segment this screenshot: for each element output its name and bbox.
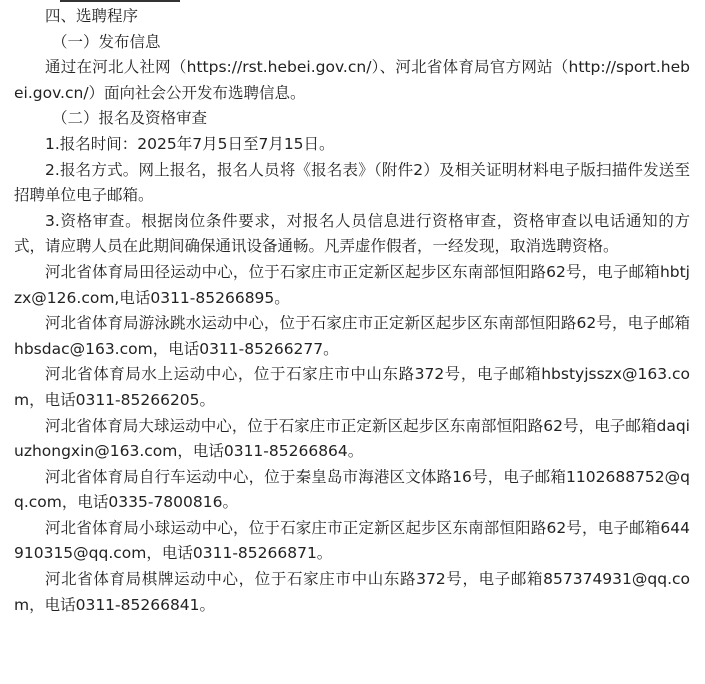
document-body xyxy=(14,4,690,618)
subsection-title-registration: （二）报名及资格审查 xyxy=(52,109,208,128)
contact-swimming-diving-center: 河北省体育局游泳跳水运动中心，位于石家庄市正定新区起步区东南部恒阳路62号，电子邮箱hbsdac@163.com，电话0311-85266277。 xyxy=(14,314,690,358)
section-heading: 四、选聘程序 xyxy=(45,7,139,25)
top-divider xyxy=(60,0,180,2)
contact-big-ball-center: 河北省体育局大球运动中心，位于石家庄市正定新区起步区东南部恒阳路62号，电子邮箱daqiuzhongxin@163.com，电话0311-85266864。 xyxy=(14,416,690,461)
publish-info-paragraph: 通过在河北人社网（https://rst.hebei.gov.cn/）、河北省体育局官方网站（http://sport.hebei.gov.cn/）面向社会公开发布选聘信息。 xyxy=(14,58,690,102)
subsection-title-publish: （一）发布信息 xyxy=(52,32,161,51)
contact-water-sports-center: 河北省体育局水上运动中心，位于石家庄市中山东路372号，电子邮箱hbstyjsszx@163.com，电话0311-85266205。 xyxy=(14,365,690,409)
contact-cycling-center: 河北省体育局自行车运动中心，位于秦皇岛市海港区文体路16号，电子邮箱1102688752@qq.com，电话0335-7800816。 xyxy=(14,467,690,512)
contact-small-ball-center: 河北省体育局小球运动中心，位于石家庄市正定新区起步区东南部恒阳路62号，电子邮箱644910315@qq.com，电话0311-85266871。 xyxy=(14,518,690,563)
registration-time-paragraph: 1.报名时间：2025年7月5日至7月15日。 xyxy=(45,134,335,153)
registration-method-paragraph: 2.报名方式。网上报名，报名人员将《报名表》（附件2）及相关证明材料电子版扫描件发送至招聘单位电子邮箱。 xyxy=(14,160,690,205)
qualification-review-paragraph: 3.资格审查。根据岗位条件要求，对报名人员信息进行资格审查，资格审查以电话通知的方式，请应聘人员在此期间确保通讯设备通畅。凡弄虚作假者，一经发现，取消选聘资格。 xyxy=(14,211,690,256)
contact-chess-card-center: 河北省体育局棋牌运动中心，位于石家庄市中山东路372号，电子邮箱857374931@qq.com，电话0311-85266841。 xyxy=(14,570,690,614)
contact-track-field-center: 河北省体育局田径运动中心，位于石家庄市正定新区起步区东南部恒阳路62号，电子邮箱hbtjzx@126.com,电话0311-85266895。 xyxy=(14,262,690,307)
